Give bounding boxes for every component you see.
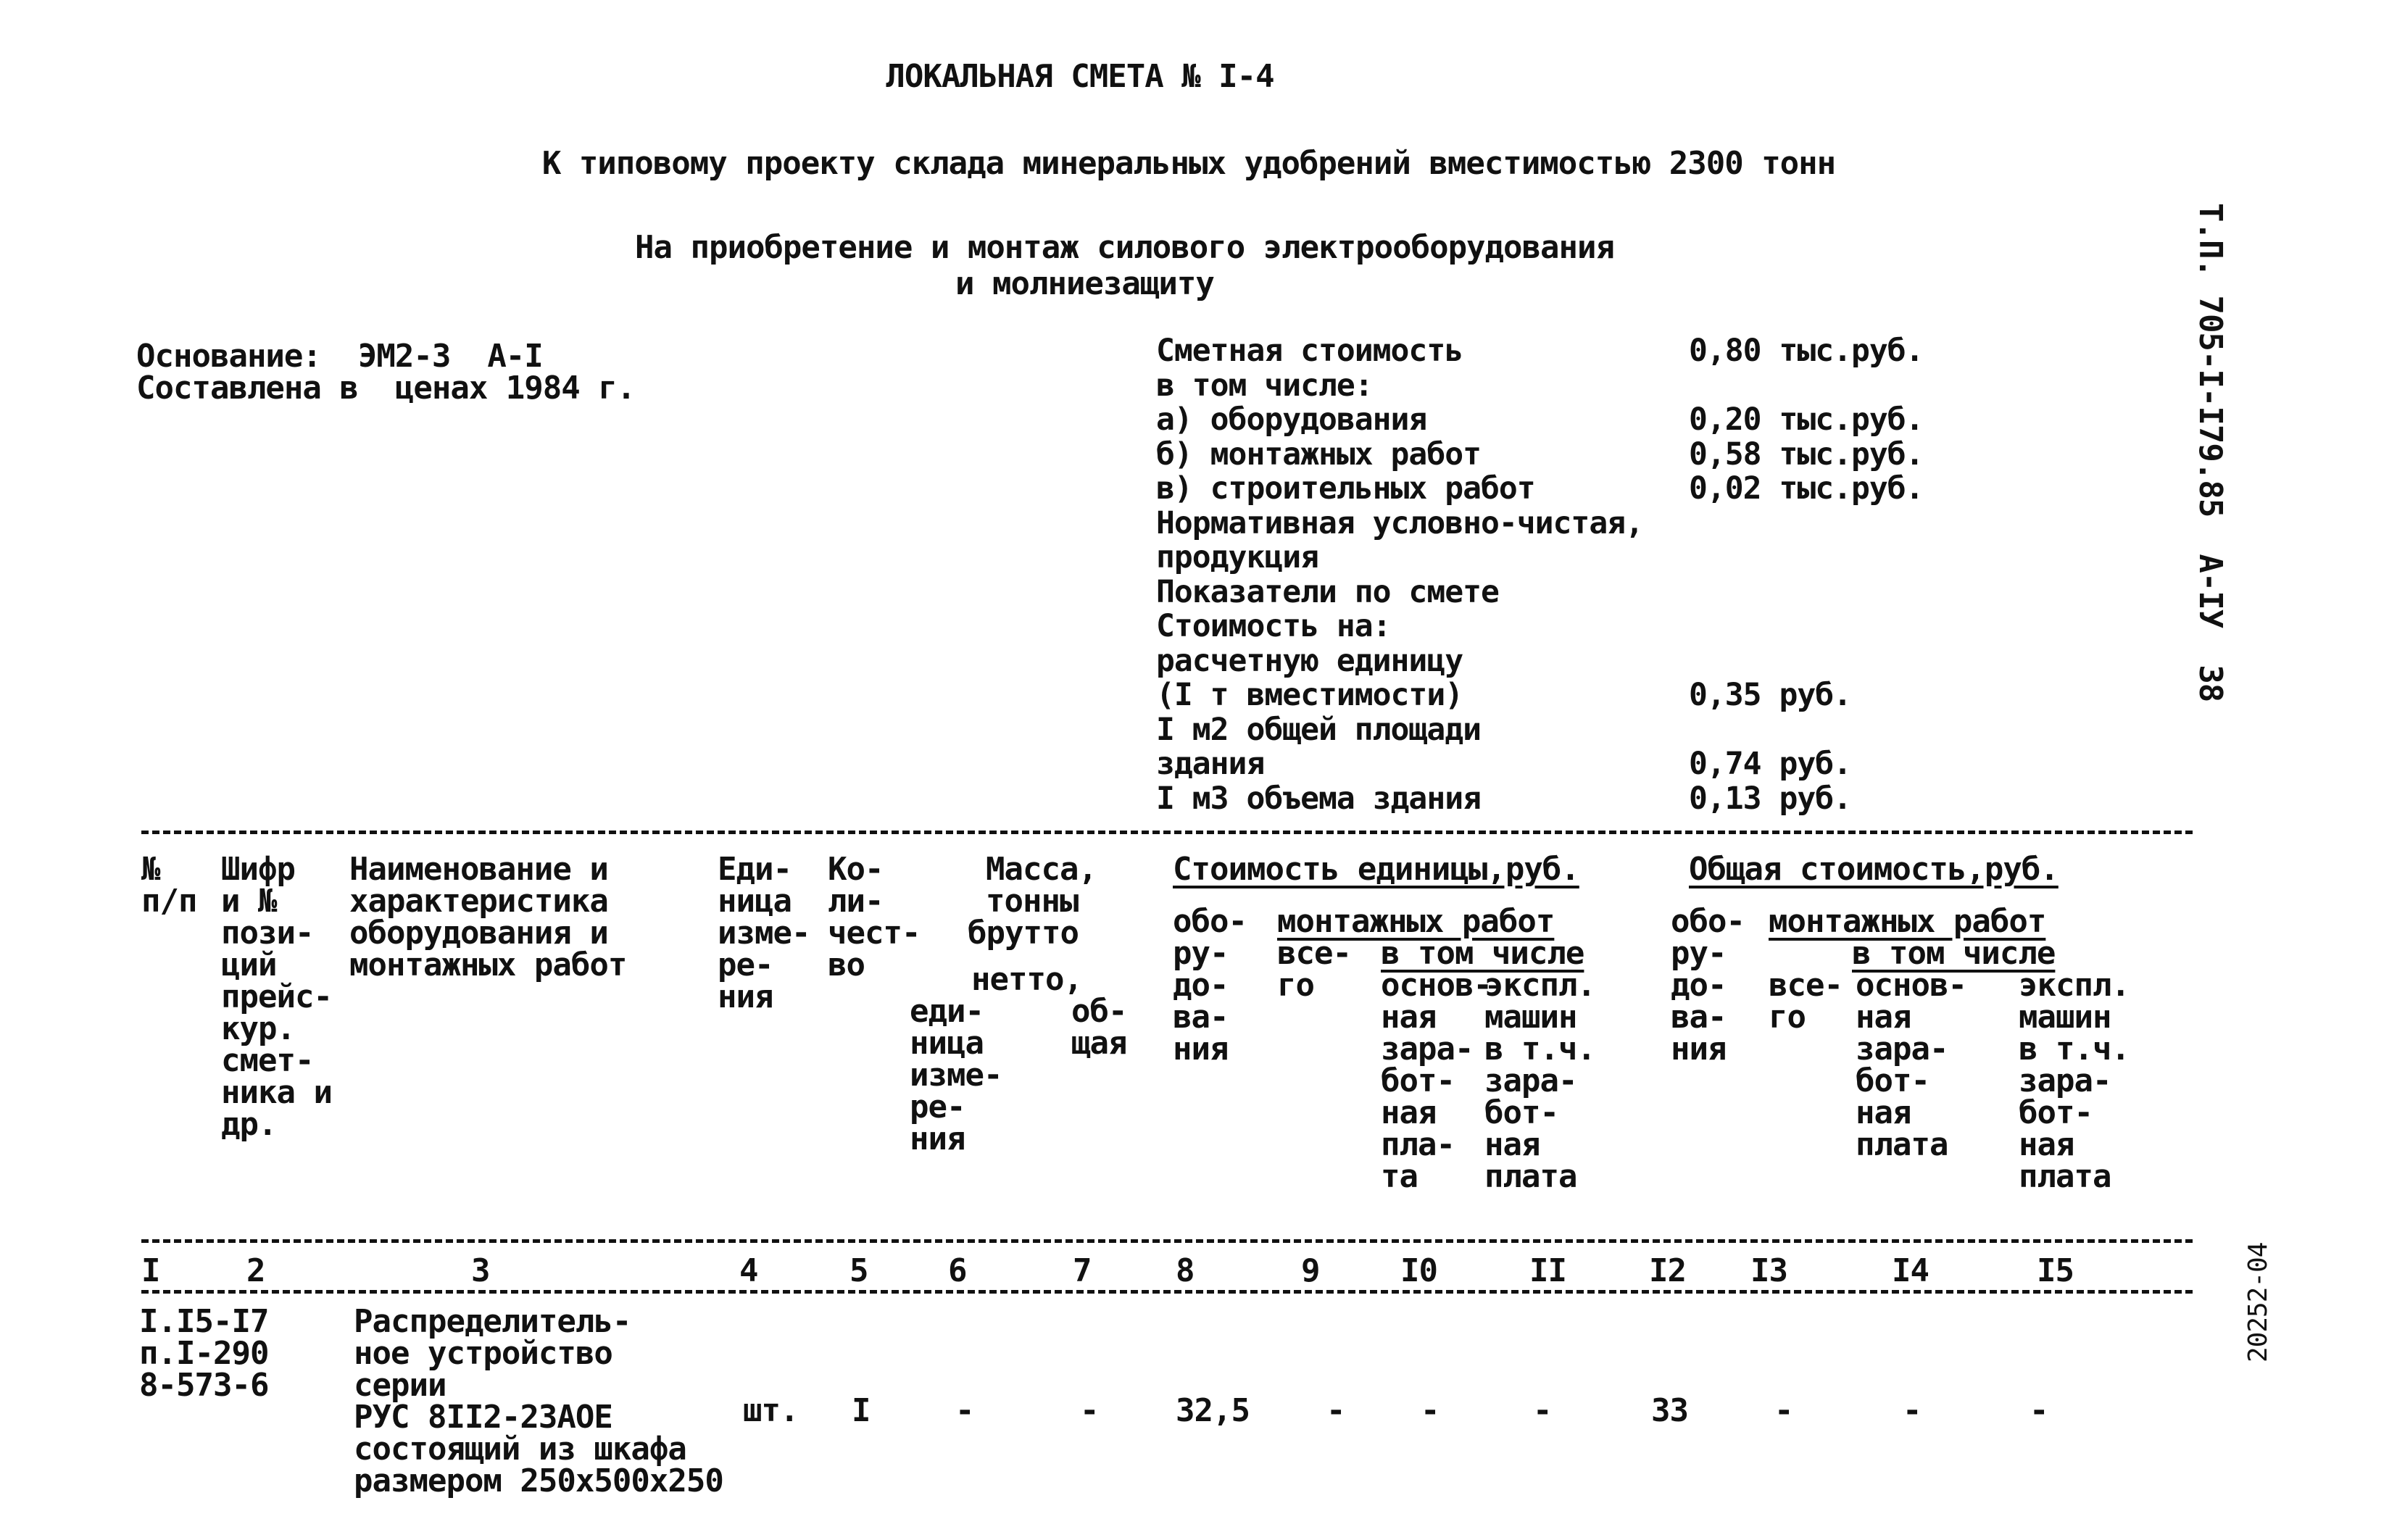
- column-number: II: [1529, 1252, 1566, 1289]
- summary-value: 0,02 тыс.руб.: [1689, 470, 1924, 507]
- header-mass-netto: нетто,: [971, 961, 1082, 998]
- header-total-cost-title: Общая стоимость,руб.: [1689, 851, 2059, 888]
- row-mont-total: -: [1774, 1392, 1793, 1429]
- prices-line: Составлена в ценах 1984 г.: [136, 370, 636, 407]
- summary-label: (I т вместимости): [1156, 677, 1463, 713]
- column-number: 8: [1176, 1252, 1195, 1289]
- column-number: I: [141, 1252, 160, 1289]
- header-mont-title-2: монтажных работ: [1769, 903, 2046, 940]
- header-col-13: все- го: [1769, 967, 1843, 1036]
- document-title: ЛОКАЛЬНАЯ СМЕТА № I-4: [886, 58, 1274, 95]
- summary-label: I м2 общей площади: [1156, 712, 1481, 748]
- row-machines-unit: -: [1533, 1392, 1552, 1429]
- column-number: 5: [849, 1252, 868, 1289]
- summary-label: в том числе:: [1156, 367, 1373, 404]
- header-col-6: еди- ница изме- ре- ния: [910, 993, 1002, 1157]
- header-incl-title-2: в том числе: [1852, 935, 2056, 972]
- row-mont-total-unit: -: [1326, 1392, 1345, 1429]
- header-bottom-rule: [141, 1239, 2193, 1243]
- column-number: I3: [1750, 1252, 1787, 1289]
- header-col-4: Еди- ница изме- ре- ния: [718, 851, 810, 1015]
- header-col-15: экспл. машин в т.ч. зара- бот- ная плата: [2019, 967, 2130, 1195]
- row-equip-total: 33: [1651, 1392, 1688, 1429]
- summary-label: б) монтажных работ: [1156, 436, 1481, 473]
- header-incl-title: в том числе: [1381, 935, 1584, 972]
- summary-value: 0,80 тыс.руб.: [1689, 333, 1924, 369]
- row-machines-total: -: [2030, 1392, 2048, 1429]
- row-mass-total: -: [1080, 1392, 1099, 1429]
- header-col-5: Ко- ли- чест- во: [828, 851, 921, 983]
- summary-label: расчетную единицу: [1156, 643, 1463, 679]
- header-mont-title: монтажных работ: [1277, 903, 1555, 940]
- row-code: I.I5-I7 п.I-290 8-573-6: [139, 1303, 269, 1404]
- summary-value: 0,74 руб.: [1689, 746, 1851, 782]
- header-unit-cost-title: Стоимость единицы,руб.: [1173, 851, 1579, 888]
- row-basic-wage-total: -: [1903, 1392, 1922, 1429]
- header-col-1: № п/п: [141, 851, 197, 920]
- column-number: 6: [948, 1252, 967, 1289]
- summary-label: Нормативная условно-чистая,: [1156, 505, 1643, 541]
- document-subtitle: К типовому проекту склада минеральных удобрений вместимостью 2300 тонн: [541, 145, 1836, 182]
- header-col-12: обо- ру- до- ва- ния: [1671, 903, 1745, 1067]
- header-col-10: основ- ная зара- бот- ная пла- та: [1381, 967, 1492, 1195]
- header-col-11: экспл. машин в т.ч. зара- бот- ная плата: [1484, 967, 1595, 1195]
- side-project-code: Т.П. 705-I-I79.85 А-IУ 38: [2192, 203, 2229, 702]
- column-number: I4: [1892, 1252, 1929, 1289]
- column-number: 3: [471, 1252, 490, 1289]
- summary-label: I м3 объема здания: [1156, 781, 1481, 817]
- header-mass-brutto: брутто: [968, 915, 1079, 952]
- header-col-2: Шифр и № пози- ций прейс- кур. смет- ника и др.: [221, 851, 332, 1143]
- header-mass-title: Масса, тонны: [986, 851, 1097, 920]
- summary-label: а) оборудования: [1156, 401, 1427, 438]
- row-basic-wage-unit: -: [1421, 1392, 1440, 1429]
- numbers-bottom-rule: [141, 1290, 2193, 1294]
- table-top-rule: [141, 831, 2193, 834]
- row-name: Распределитель- ное устройство серии РУС 8II2-23АОЕ состоящий из шкафа размером 250х500х250: [354, 1303, 723, 1499]
- summary-label: в) строительных работ: [1156, 470, 1535, 507]
- summary-label: здания: [1156, 746, 1265, 782]
- header-col-8: обо- ру- до- ва- ния: [1173, 903, 1247, 1067]
- purpose-line-1: На приобретение и монтаж силового электрооборудования: [635, 229, 1614, 266]
- summary-label: Сметная стоимость: [1156, 333, 1463, 369]
- column-number: 2: [246, 1252, 265, 1289]
- summary-label: Показатели по смете: [1156, 574, 1499, 610]
- summary-value: 0,20 тыс.руб.: [1689, 401, 1924, 438]
- column-number: 9: [1301, 1252, 1320, 1289]
- side-stamp: 20252-04: [2243, 1242, 2273, 1362]
- header-col-9: все- го: [1277, 935, 1351, 1004]
- header-col-3: Наименование и характеристика оборудования и монтажных работ: [349, 851, 627, 983]
- column-number: 4: [739, 1252, 758, 1289]
- basis-line: Основание: ЭМ2-3 А-I: [136, 338, 543, 375]
- header-col-14: основ- ная зара- бот- ная плата: [1856, 967, 1966, 1163]
- column-number: 7: [1073, 1252, 1092, 1289]
- header-col-7: об- щая: [1071, 993, 1127, 1062]
- summary-value: 0,58 тыс.руб.: [1689, 436, 1924, 473]
- purpose-line-2: и молниезащиту: [955, 265, 1214, 302]
- summary-value: 0,35 руб.: [1689, 677, 1851, 713]
- column-number: I0: [1400, 1252, 1437, 1289]
- summary-label: Стоимость на:: [1156, 608, 1391, 644]
- row-equip-unit: 32,5: [1176, 1392, 1250, 1429]
- summary-label: продукция: [1156, 539, 1318, 575]
- row-unit: шт.: [743, 1392, 799, 1429]
- column-number: I2: [1649, 1252, 1686, 1289]
- row-mass-unit: -: [955, 1392, 974, 1429]
- row-qty: I: [852, 1392, 871, 1429]
- summary-value: 0,13 руб.: [1689, 781, 1851, 817]
- column-number: I5: [2037, 1252, 2074, 1289]
